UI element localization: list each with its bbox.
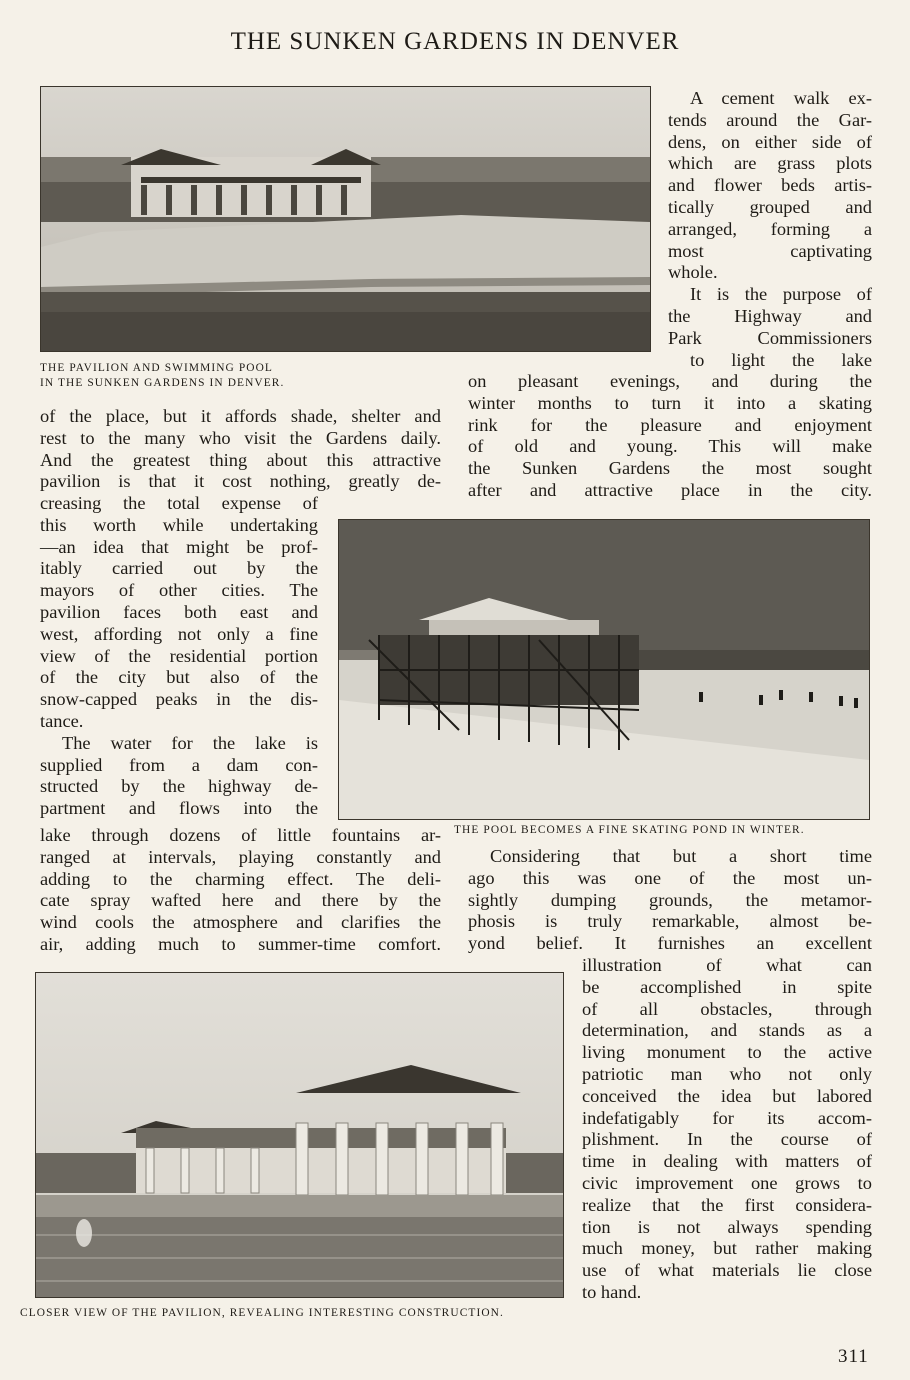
page-number: 311	[838, 1346, 869, 1367]
text-line: determination, and stands as a	[582, 1020, 872, 1041]
text-line: Considering that but a short time	[490, 846, 872, 866]
text-line: patriotic man who not only	[582, 1063, 872, 1084]
text-line: view of the residential portion	[40, 645, 318, 666]
text-line: this worth while undertaking	[40, 514, 318, 535]
text-line: tends around the Gar-	[668, 109, 872, 130]
text-line: sightly dumping grounds, the metamor-	[468, 889, 872, 910]
text-line: ago this was one of the most un-	[468, 867, 872, 888]
text-line: phosis is truly remarkable, almost be-	[468, 911, 872, 932]
text-column-right-bottom	[582, 955, 872, 1304]
text-line: of the place, but it affords shade, shelter and	[40, 406, 441, 426]
photo-caption-pavilion-closeup: CLOSER VIEW OF THE PAVILION, REVEALING INTERESTING CONSTRUCTION.	[20, 1307, 504, 1319]
text-line: adding to the charming effect. The deli-	[40, 868, 441, 889]
text-line: the Sunken Gardens the most sought	[468, 458, 872, 479]
text-line: tically grouped and	[668, 196, 872, 217]
caption-line: IN THE SUNKEN GARDENS IN DENVER.	[40, 377, 285, 389]
text-line: cate spray wafted here and there by the	[40, 890, 441, 911]
text-column-right-top	[668, 88, 872, 371]
text-line: indefatigably for its accom-	[582, 1107, 872, 1128]
text-line: rink for the pleasure and enjoyment	[468, 414, 872, 435]
text-column-left-bottom	[40, 825, 441, 956]
text-line: And the greatest thing about this attractive	[40, 449, 441, 470]
text-line: on pleasant evenings, and during the	[468, 371, 872, 391]
text-line: plishment. In the course of	[582, 1129, 872, 1150]
text-line: supplied from a dam con-	[40, 754, 318, 775]
page-title: THE SUNKEN GARDENS IN DENVER	[230, 28, 680, 55]
text-line: Park Commissioners	[668, 327, 872, 348]
text-line: after and attractive place in the city.	[468, 479, 872, 500]
photo-caption-pavilion-pool	[40, 361, 284, 391]
text-line: pavilion faces both east and	[40, 601, 318, 622]
text-line: of all obstacles, through	[582, 998, 872, 1019]
text-column-right-middle	[468, 846, 872, 955]
text-line: air, adding much to summer-time comfort.	[40, 933, 441, 954]
photo-caption-skating-pond: THE POOL BECOMES A FINE SKATING POND IN WINTER.	[454, 824, 805, 836]
text-line: west, affording not only a fine	[40, 623, 318, 644]
text-line: to light the lake	[690, 349, 872, 370]
text-column-right-wide	[468, 371, 872, 502]
caption-line: THE PAVILION AND SWIMMING POOL	[40, 362, 273, 374]
text-line: —an idea that might be prof-	[40, 536, 318, 557]
text-line: much money, but rather making	[582, 1238, 872, 1259]
text-line: realize that the first considera-	[582, 1194, 872, 1215]
text-line: A cement walk ex-	[690, 88, 872, 108]
text-line: structed by the highway de-	[40, 776, 318, 797]
text-line: itably carried out by the	[40, 558, 318, 579]
text-line: living monument to the active	[582, 1042, 872, 1063]
text-line: conceived the idea but labored	[582, 1085, 872, 1106]
photo-pavilion-pool	[40, 86, 651, 352]
text-line: use of what materials lie close	[582, 1260, 872, 1281]
text-line: creasing the total expense of	[40, 493, 318, 513]
text-line: wind cools the atmosphere and clarifies the	[40, 912, 441, 933]
text-line: and flower beds artis-	[668, 175, 872, 196]
text-line: lake through dozens of little fountains ar-	[40, 825, 441, 845]
text-line: partment and flows into the	[40, 798, 318, 819]
text-line: of the city but also of the	[40, 667, 318, 688]
text-line: the Highway and	[668, 305, 872, 326]
text-column-left-narrow	[40, 493, 318, 820]
text-line: yond belief. It furnishes an excellent	[468, 933, 872, 954]
text-line: It is the purpose of	[690, 284, 872, 305]
text-line: snow-capped peaks in the dis-	[40, 689, 318, 710]
text-line: whole.	[668, 262, 718, 283]
photo-skating-pond	[338, 519, 870, 820]
text-line: tance.	[40, 710, 84, 731]
text-line: The water for the lake is	[62, 732, 318, 753]
text-line: which are grass plots	[668, 153, 872, 174]
text-line: illustration of what can	[582, 955, 872, 975]
text-line: arranged, forming a	[668, 218, 872, 239]
text-line: ranged at intervals, playing constantly and	[40, 846, 441, 867]
text-line: dens, on either side of	[668, 131, 872, 152]
text-line: most captivating	[668, 240, 872, 261]
text-column-left-top	[40, 406, 441, 493]
text-line: to hand.	[582, 1281, 642, 1302]
text-line: time in dealing with matters of	[582, 1151, 872, 1172]
text-line: winter months to turn it into a skating	[468, 392, 872, 413]
text-line: mayors of other cities. The	[40, 580, 318, 601]
photo-pavilion-closeup	[35, 972, 564, 1298]
text-line: rest to the many who visit the Gardens daily.	[40, 427, 441, 448]
text-line: of old and young. This will make	[468, 436, 872, 457]
text-line: pavilion is that it cost nothing, greatly de-	[40, 471, 441, 492]
text-line: be accomplished in spite	[582, 976, 872, 997]
text-line: tion is not always spending	[582, 1216, 872, 1237]
text-line: civic improvement one grows to	[582, 1172, 872, 1193]
